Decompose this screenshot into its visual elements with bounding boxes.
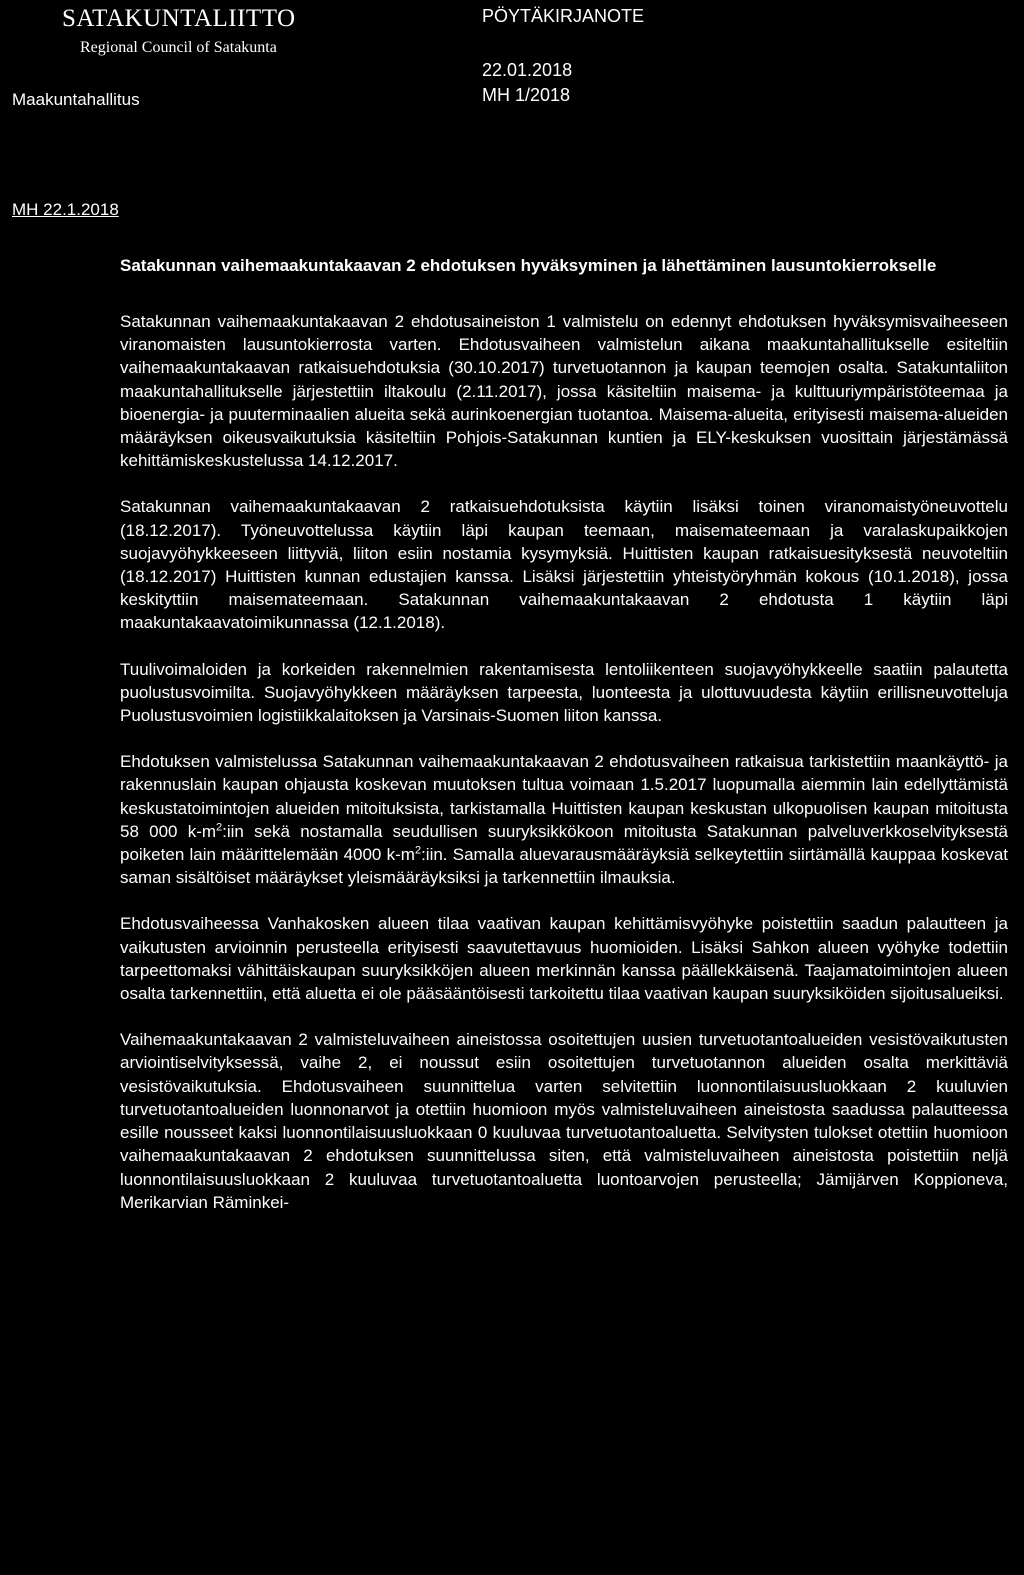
paragraph-vanhakoski: Ehdotusvaiheessa Vanhakosken alueen tilaa vaativan kaupan kehittämisvyöhyke poistettiin saadun palautteen ja vaikutusten arvioinnin perusteella erityisesti saavutettavuus huomioiden. Lisäksi Sahkon alueen vyöhyke todettiin tarpeettomaksi vähittäiskaupan suuryksikköjen alueen merkinnän kanssa päällekkäisenä. Taajamatoimintojen alueen osalta tarkennettiin, että aluetta ei ole pääsääntöisesti tarkoitettu tilaa vaativan kaupan suuryksiköiden sijoitusalueiksi. — [120, 914, 1008, 1004]
doc-type: PÖYTÄKIRJANOTE — [482, 6, 645, 26]
superscript: 2 — [414, 844, 422, 857]
doc-number: MH 1/2018 — [482, 85, 571, 105]
section-ref: MH 22.1.2018 — [12, 200, 119, 219]
paragraph-preparation: Satakunnan vaihemaakuntakaavan 2 ehdotusaineiston 1 valmistelu on edennyt ehdotuksen hyväksymisvaiheeseen viranomaisten lausuntokierrosta varten. Ehdotusvaiheen valmistelun aikana maakuntahallitukselle esiteltiin vaihemaakuntakaavan ratkaisuehdotuksia (30.10.2017) turvetuotannon ja kaupan teemojen osalta. Satakuntaliiton maakuntahallitukselle järjestettiin iltakoulu (2.11.2017), jossa käsiteltiin maisema- ja kulttuuriympäristöteemaa ja bioenergia- ja puuterminaalien alueita sekä aurinkoenergian tuotantoa. Maisema-alueita, erityisesti maisema-alueiden määräyksen oikeusvaikutuksia käsiteltiin Pohjois-Satakunnan kuntien ja ELY-keskuksen vuosittain järjestämässä kehittämiskeskustelussa 14.12.2017. — [120, 312, 1008, 471]
paragraph-peat-production: Vaihemaakuntakaavan 2 valmisteluvaiheen aineistossa osoitettujen uusien turvetuotantoalueiden vesistövaikutusten arviointiselvityksessä, vaihe 2, ei noussut esiin osoitettujen turvetuotannon alueiden osalta merkittäviä vesistövaikutuksia. Ehdotusvaiheen suunnittelua varten selvitettiin luonnontilaisuusluokkaan 2 kuuluvien turvetuotantoalueiden luonnonarvot ja otettiin huomioon myös valmisteluvaiheen aineistosta saadussa palautteessa esille nousseet kaksi luonnontilaisuusluokkaan 0 kuuluvaa turvetuotantoaluetta. Selvitysten tulokset otettiin huomioon vaihemaakuntakaavan 2 ehdotuksen suunnittelussa siten, että valmisteluvaiheen aineistosta poistettiin neljä luonnontilaisuusluokkaan 2 kuuluvaa turvetuotantoaluetta luontoarvojen perusteella; Jämijärven Koppioneva, Merikarvian Räminkei- — [120, 1030, 1008, 1212]
org-subtitle: Regional Council of Satakunta — [80, 39, 277, 56]
document-body — [120, 253, 1008, 1237]
paragraph-commerce-part3: :iin. Samalla aluevarausmääräyksiä selkeytettiin siirtämällä kauppaa koskevat saman sisältöiset määräykset yleismääräyksiksi ja tarkennettiin ilmauksia. — [120, 845, 1008, 888]
paragraph-negotiations: Satakunnan vaihemaakuntakaavan 2 ratkaisuehdotuksista käytiin lisäksi toinen viranomaistyöneuvottelu (18.12.2017). Työneuvottelussa käytiin läpi kaupan teemaan, maisemateemaan ja varalaskupaikkojen suojavyöhykkeeseen liittyviä, liiton esiin nostamia kysymyksiä. Huittisten kaupan ratkaisuesityksestä neuvoteltiin (18.12.2017) Huittisten kunnan edustajien kanssa. Lisäksi järjestettiin yhteistyöryhmän kokous (10.1.2018), jossa keskityttiin maisemateemaan. Satakunnan vaihemaakuntakaavan 2 ehdotusta 1 käytiin läpi maakuntakaavatoimikunnassa (12.1.2018). — [120, 497, 1008, 633]
document-heading: Satakunnan vaihemaakuntakaavan 2 ehdotuksen hyväksyminen ja lähettäminen lausuntokierrokselle — [120, 256, 937, 275]
superscript: 2 — [216, 821, 223, 834]
paragraph-commerce-part2: :iin sekä nostamalla seudullisen suuryksikkökoon mitoitusta Satakunnan palveluverkkoselvityksestä poiketen lain määrittelemään 4000 k-m — [120, 821, 1009, 865]
doc-date: 22.01.2018 — [482, 60, 573, 80]
paragraph-wind-power: Tuulivoimaloiden ja korkeiden rakennelmien rakentamisesta lentoliikenteen suojavyöhykkeelle saatiin palautetta puolustusvoimilta. Suojavyöhykkeen määräyksen tarpeesta, luonteesta ja ulottuvuudesta käytiin erillisneuvotteluja Puolustusvoimien logistiikkalaitoksen ja Varsinais-Suomen liiton kanssa. — [120, 659, 1008, 726]
org-name: SATAKUNTALIITTO — [62, 5, 296, 32]
paragraph-commerce-part1: Ehdotuksen valmistelussa Satakunnan vaihemaakuntakaavan 2 ehdotusvaiheen ratkaisua tarkistettiin maankäyttö- ja rakennuslain kaupan ohjausta koskevan muutoksen tultua voimaan 1.5.2017 luopumalla aiemmin lain edellyttämistä keskustatoimintojen alueiden mitoituksista, tarkistamalla Huittisten kaupan keskustan ulkopuolisen kaupan mitoitusta 58 000 k-m — [120, 752, 1008, 841]
paragraph-commerce — [120, 750, 1008, 889]
body-name: Maakuntahallitus — [12, 90, 140, 109]
